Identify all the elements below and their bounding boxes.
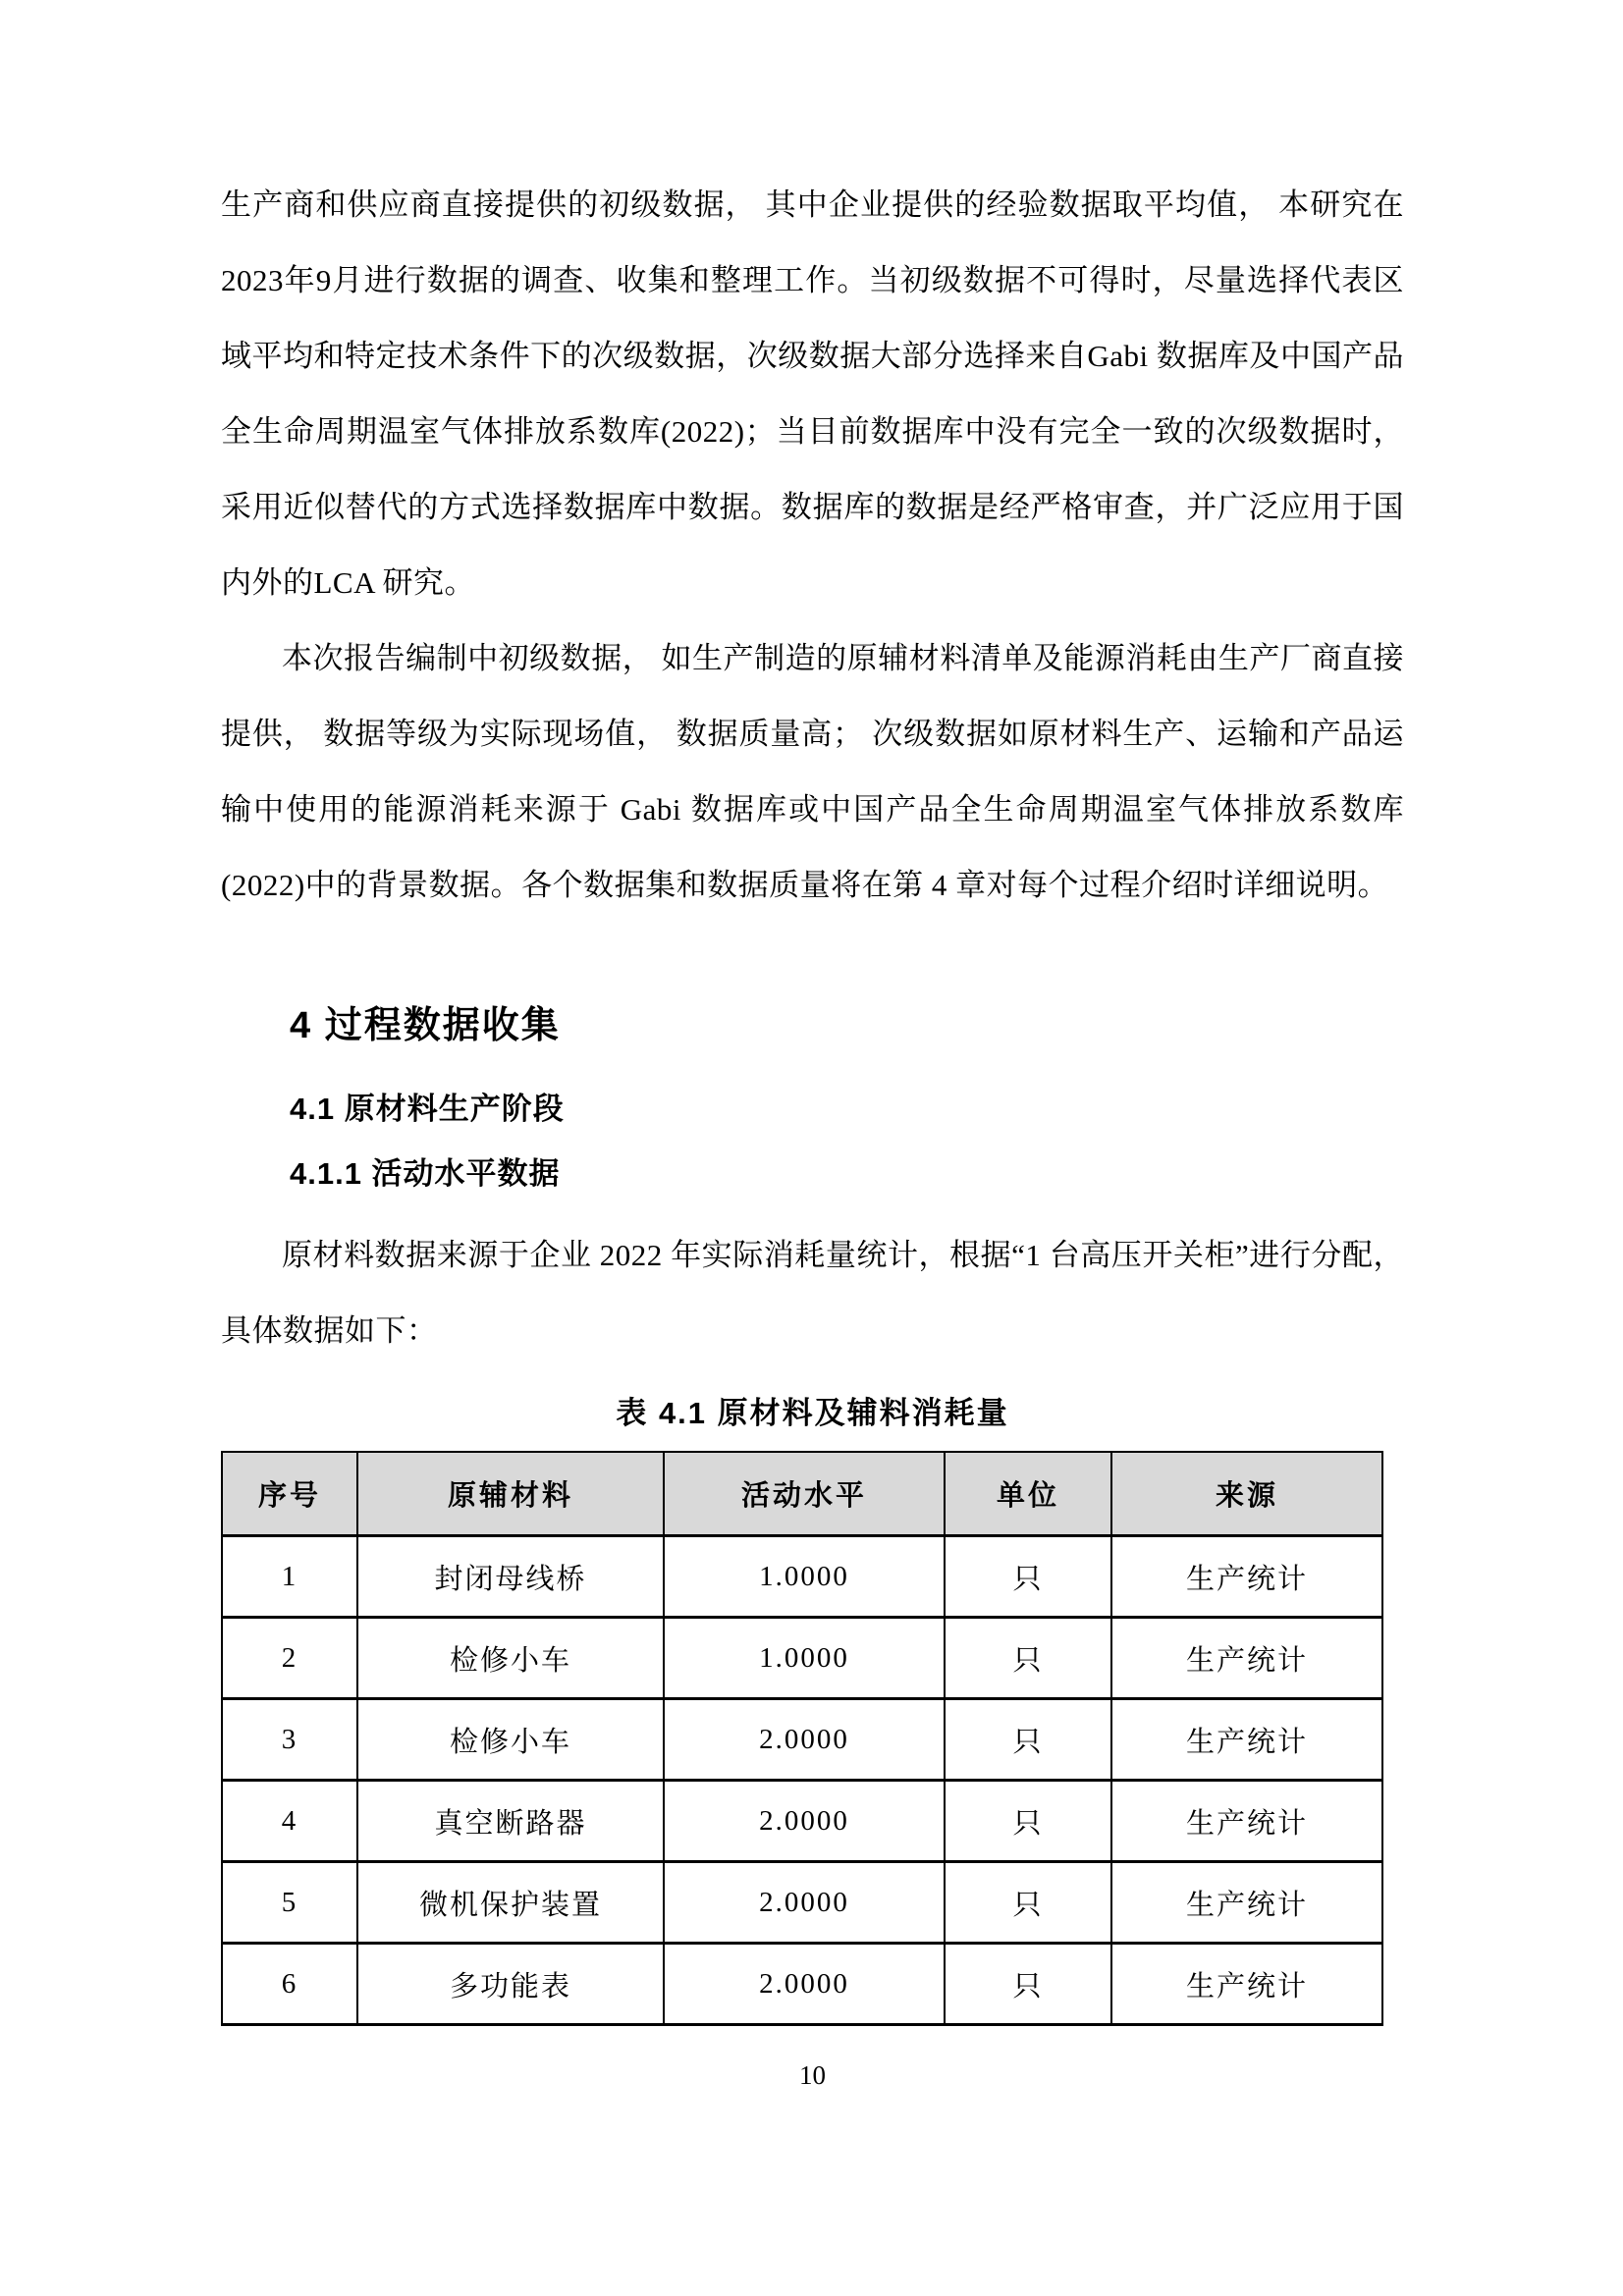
table-row: [222, 1699, 1382, 1781]
column-header-index: 序号: [222, 1452, 357, 1536]
cell-activity-level: 2.0000: [664, 1699, 945, 1781]
cell-index: 3: [222, 1699, 357, 1781]
cell-activity-level: 1.0000: [664, 1536, 945, 1618]
cell-source: 生产统计: [1111, 1618, 1382, 1699]
cell-index: 5: [222, 1862, 357, 1944]
column-header-activity-level: 活动水平: [664, 1452, 945, 1536]
cell-unit: 只: [945, 1862, 1111, 1944]
cell-source: 生产统计: [1111, 1944, 1382, 2025]
table-row: [222, 1944, 1382, 2025]
table-row: [222, 1781, 1382, 1862]
cell-material: 检修小车: [357, 1699, 664, 1781]
materials-consumption-table: [221, 1451, 1383, 2026]
cell-activity-level: 2.0000: [664, 1944, 945, 2025]
cell-activity-level: 1.0000: [664, 1618, 945, 1699]
paragraph-raw-material-data: 原材料数据来源于企业 2022 年实际消耗量统计，根据“1 台高压开关柜”进行分配，具体数据如下：: [221, 1238, 1404, 1348]
column-header-source: 来源: [1111, 1452, 1382, 1536]
cell-material: 微机保护装置: [357, 1862, 664, 1944]
cell-activity-level: 2.0000: [664, 1781, 945, 1862]
cell-source: 生产统计: [1111, 1862, 1382, 1944]
cell-index: 6: [222, 1944, 357, 2025]
cell-index: 4: [222, 1781, 357, 1862]
column-header-unit: 单位: [945, 1452, 1111, 1536]
cell-activity-level: 2.0000: [664, 1862, 945, 1944]
cell-unit: 只: [945, 1618, 1111, 1699]
table-row: [222, 1862, 1382, 1944]
cell-index: 1: [222, 1536, 357, 1618]
page-number: 10: [799, 2060, 826, 2090]
cell-source: 生产统计: [1111, 1536, 1382, 1618]
heading-section-4: 4 过程数据收集: [290, 1005, 561, 1046]
cell-material: 封闭母线桥: [357, 1536, 664, 1618]
table-caption: 表 4.1 原材料及辅料消耗量: [616, 1396, 1009, 1430]
paragraph-data-sources: 生产商和供应商直接提供的初级数据， 其中企业提供的经验数据取平均值， 本研究在2023年9月进行数据的调查、收集和整理工作。当初级数据不可得时，尽量选择代表区域平均和特定技术条件下的次级数据，次级数据大部分选择来自Gabi 数据库及中国产品全生命周期温室气体排放系数库(2022)；当目前数据库中没有完全一致的次级数据时， 采用近似替代的方式选择数据库中数据。数据库的数据是经严格审查，并广泛应用于国内外的LCA 研究。: [221, 187, 1404, 600]
table-header-row: [222, 1452, 1382, 1536]
heading-section-4-1: 4.1 原材料生产阶段: [290, 1092, 565, 1126]
cell-unit: 只: [945, 1781, 1111, 1862]
cell-source: 生产统计: [1111, 1781, 1382, 1862]
heading-section-4-1-1: 4.1.1 活动水平数据: [290, 1156, 561, 1191]
cell-unit: 只: [945, 1944, 1111, 2025]
column-header-material: 原辅材料: [357, 1452, 664, 1536]
cell-material: 检修小车: [357, 1618, 664, 1699]
cell-unit: 只: [945, 1699, 1111, 1781]
table-row: [222, 1618, 1382, 1699]
table-row: [222, 1536, 1382, 1618]
cell-source: 生产统计: [1111, 1699, 1382, 1781]
cell-material: 真空断路器: [357, 1781, 664, 1862]
paragraph-report-data: 本次报告编制中初级数据， 如生产制造的原辅材料清单及能源消耗由生产厂商直接提供， 数据等级为实际现场值， 数据质量高； 次级数据如原材料生产、运输和产品运输中使用的能源消耗来源于 Gabi 数据库或中国产品全生命周期温室气体排放系数库(2022)中的背景数据。各个数据集和数据质量将在第 4 章对每个过程介绍时详细说明。: [221, 641, 1404, 902]
cell-material: 多功能表: [357, 1944, 664, 2025]
cell-unit: 只: [945, 1536, 1111, 1618]
cell-index: 2: [222, 1618, 357, 1699]
